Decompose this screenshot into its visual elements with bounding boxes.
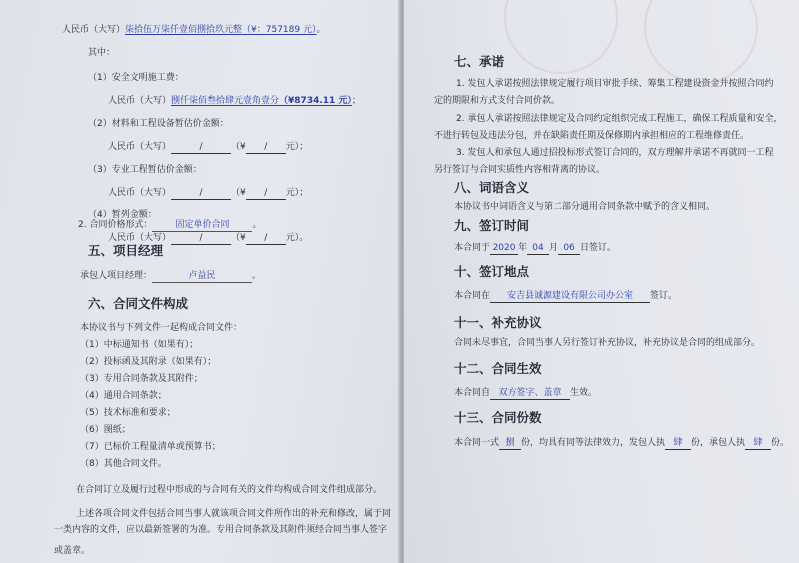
- section-13-heading: 十三、合同份数: [454, 410, 542, 425]
- price-form-value: 固定单价合同: [152, 219, 252, 232]
- paragraph-a: 在合同订立及履行过程中形成的与合同有关的文件均构成合同文件组成部分。: [76, 485, 383, 495]
- section-6-heading: 六、合同文件构成: [88, 296, 189, 311]
- item3-label: （3）专业工程暂估价金额：: [88, 165, 202, 175]
- faint-seal: [504, 0, 618, 74]
- commitment-2-line1: 2. 承包人承诺按照法律规定及合同约定组织完成工程施工，确保工程质量和安全，: [456, 114, 783, 124]
- doc-item: （7）已标价工程量清单或预算书；: [80, 442, 221, 452]
- paragraph-b-line1: 上述各项合同文件包括合同当事人就该项合同文件所作出的补充和修改，属于同: [76, 509, 392, 519]
- of-which-label: 其中：: [88, 48, 116, 58]
- section-12-heading: 十二、合同生效: [454, 361, 542, 376]
- paragraph-b-line2: 一类内容的文件，应以最新签署的为准。专用合同条款及其附件须经合同当事人签字: [54, 525, 388, 535]
- doc-item: （4）通用合同条款；: [80, 391, 167, 401]
- copies-contractor: 肆: [745, 437, 771, 450]
- project-manager-name: 卢益民: [152, 270, 252, 283]
- item1-amount-line: 人民币（大写）捌仟柒佰叁拾肆元壹角壹分（¥8734.11 元）；: [108, 96, 361, 106]
- copies-total: 捌: [499, 437, 521, 450]
- item2-amount-line: 人民币（大写） / （¥ / 元）；: [108, 142, 309, 152]
- signing-month: 04: [527, 242, 549, 255]
- signing-year: 2020: [490, 242, 518, 255]
- section-11-text: 合同未尽事宜，合同当事人另行签订补充协议，补充协议是合同的组成部分。: [454, 338, 761, 348]
- doc-item: （6）图纸；: [80, 425, 131, 435]
- project-manager-line: 承包人项目经理： 卢益民 。: [80, 271, 262, 281]
- copies-line: 本合同一式 捌 份，均具有同等法律效力，发包人执 肆 份，承包人执 肆 份。: [454, 438, 790, 448]
- signing-day: 06: [558, 242, 580, 255]
- total-price-words: 柒拾伍万柒仟壹佰捌拾玖元整: [125, 25, 243, 35]
- section-9-heading: 九、签订时间: [454, 218, 530, 233]
- total-price-line: 人民币（大写）柒拾伍万柒仟壹佰捌拾玖元整（¥：757189 元）。: [62, 25, 326, 35]
- price-form-line: 2. 合同价格形式： 固定单价合同 。: [78, 220, 262, 230]
- commitment-3-line2: 另行签订与合同实质性内容相背离的协议。: [434, 165, 606, 175]
- total-price-number: （¥：757189 元）: [242, 25, 317, 35]
- signing-place: 安吉县诚源建设有限公司办公室: [490, 290, 650, 303]
- commitment-1-line2: 定的期限和方式支付合同价款。: [434, 96, 561, 106]
- commitment-1-line1: 1. 发包人承诺按照法律规定履行项目审批手续、筹集工程建设资金并按照合同约: [456, 79, 774, 89]
- doc-item: （1）中标通知书（如果有）；: [80, 340, 199, 350]
- signing-date-line: 本合同于 2020 年 04 月 06 日签订。: [454, 243, 617, 253]
- effective-line: 本合同自 双方签字、盖章 生效。: [454, 388, 598, 398]
- item1-label: （1）安全文明施工费：: [88, 73, 184, 83]
- section-7-heading: 七、承诺: [454, 54, 505, 69]
- right-page: [404, 0, 799, 563]
- doc-item: （8）其他合同文件。: [80, 459, 167, 469]
- section-8-text: 本协议书中词语含义与第二部分通用合同条款中赋予的含义相同。: [454, 202, 716, 212]
- section-6-intro: 本协议书与下列文件一起构成合同文件：: [80, 323, 243, 333]
- item4-label: （4）暂列金额：: [88, 210, 157, 220]
- doc-item: （2）投标函及其附录（如果有）；: [80, 357, 217, 367]
- section-5-heading: 五、项目经理: [88, 243, 164, 258]
- section-11-heading: 十一、补充协议: [454, 315, 542, 330]
- commitment-2-line2: 不进行转包及违法分包，并在缺陷责任期及保修期内承担相应的工程维修责任。: [434, 131, 750, 141]
- commitment-3-line1: 3. 发包人和承包人通过招投标形式签订合同的，双方理解并承诺不再就同一工程: [456, 148, 774, 158]
- faint-seal: [644, 0, 758, 84]
- section-10-heading: 十、签订地点: [454, 264, 530, 279]
- effective-condition: 双方签字、盖章: [490, 387, 570, 400]
- item4-amount-line: 人民币（大写） / （¥ / 元）。: [108, 233, 309, 243]
- item2-label: （2）材料和工程设备暂估价金额：: [88, 119, 229, 129]
- paragraph-b-line3: 或盖章。: [54, 546, 91, 556]
- item3-amount-line: 人民币（大写） / （¥ / 元）；: [108, 188, 309, 198]
- doc-item: （5）技术标准和要求；: [80, 408, 176, 418]
- copies-owner: 肆: [665, 437, 691, 450]
- section-8-heading: 八、词语含义: [454, 180, 530, 195]
- signing-place-line: 本合同在 安吉县诚源建设有限公司办公室 签订。: [454, 291, 678, 301]
- doc-item: （3）专用合同条款及其附件；: [80, 374, 203, 384]
